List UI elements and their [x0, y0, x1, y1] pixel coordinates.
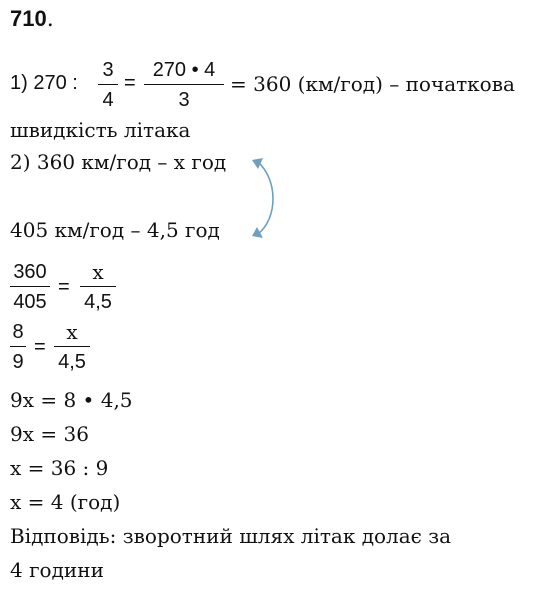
- fraction-numerator: x: [92, 260, 104, 284]
- problem-number-value: 710: [10, 6, 47, 31]
- fraction-bar: [10, 346, 26, 347]
- equals-sign: =: [58, 276, 70, 298]
- equation-line-4: x = 4 (год): [10, 490, 121, 514]
- fraction-numerator: 8: [12, 321, 24, 343]
- fraction-denominator: 405: [13, 291, 47, 313]
- equals-sign: =: [34, 336, 46, 358]
- answer-text: : зворотний шлях літак долає за: [109, 524, 452, 548]
- fraction-denominator: 3: [178, 89, 190, 111]
- fraction-8-9: [10, 320, 26, 374]
- answer-line-2: 4 години: [10, 558, 104, 582]
- equation-line-2: 9x = 36: [10, 422, 89, 446]
- fraction-numerator: 360: [13, 261, 47, 283]
- fraction-numerator: 270 • 4: [152, 59, 216, 81]
- equation-line-3: x = 36 : 9: [10, 456, 109, 480]
- arrow-head-bottom: [252, 227, 263, 238]
- step2-line2: 405 км/год – 4,5 год: [10, 218, 220, 242]
- step1-result: = 360 (км/год) – початкова: [230, 72, 515, 96]
- step1-continuation: швидкість літака: [10, 118, 191, 142]
- answer-label: Відповідь: [10, 524, 110, 548]
- equals-sign: =: [124, 72, 136, 94]
- fraction-numerator: 3: [102, 59, 114, 81]
- problem-number-dot: .: [46, 7, 54, 32]
- fraction-denominator: 4,5: [58, 351, 86, 373]
- fraction-360-405: [10, 260, 50, 314]
- fraction-bar: [54, 346, 90, 347]
- step1-label: 1) 270 :: [10, 72, 78, 94]
- fraction-x-4.5: [80, 260, 116, 314]
- fraction-denominator: 4: [102, 89, 114, 111]
- step2-line1: 2) 360 км/год – x год: [10, 150, 227, 174]
- fraction-bar: [10, 286, 50, 287]
- equation-line-1: 9x = 8 • 4,5: [10, 388, 133, 412]
- arrow-head-top: [252, 158, 263, 169]
- fraction-bar: [80, 286, 116, 287]
- answer-line: [10, 524, 451, 548]
- arrow-curve: [258, 162, 273, 234]
- fraction-denominator: 4,5: [84, 291, 112, 313]
- fraction-x-4.5: [54, 320, 90, 374]
- fraction-numerator: x: [66, 320, 78, 344]
- fraction-denominator: 9: [12, 351, 24, 373]
